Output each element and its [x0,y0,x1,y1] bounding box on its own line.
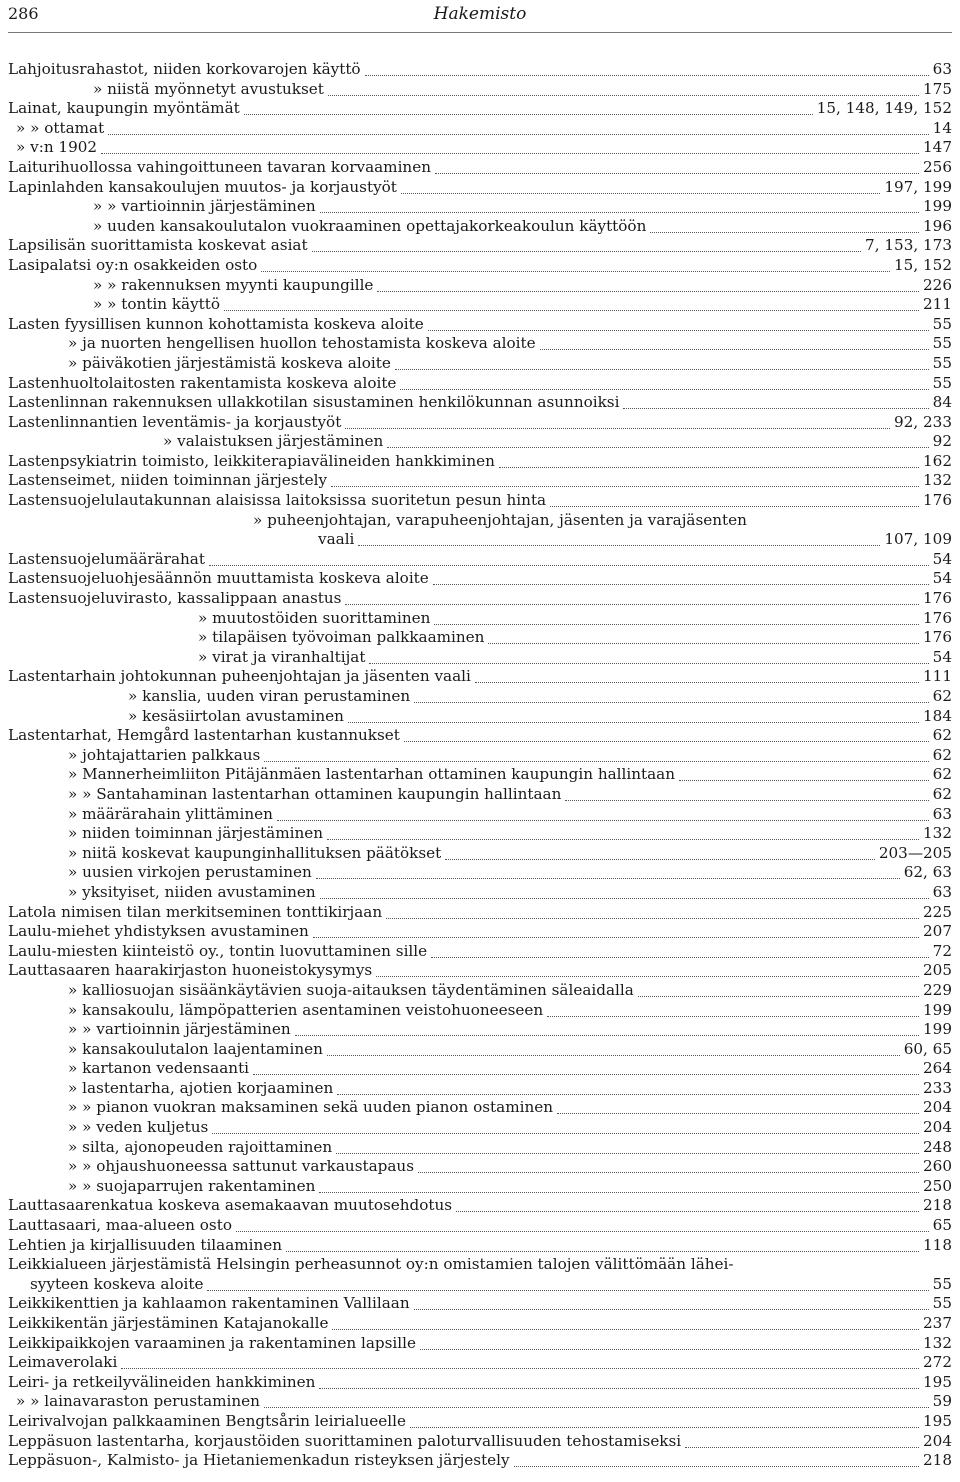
dot-leader [565,785,928,801]
dot-leader [348,707,919,723]
dot-leader [313,922,919,938]
index-entry [0,1275,960,1295]
entry-text: » kesäsiirtolan avustaminen [128,706,344,725]
entry-pages: 204 [923,1431,952,1450]
dot-leader [212,1118,919,1134]
entry-pages: 65 [932,1216,952,1235]
index-entry [0,471,960,491]
dot-leader [345,589,919,605]
entry-text: Lasipalatsi oy:n osakkeiden osto [8,255,258,274]
entry-text: » » ohjaushuoneessa sattunut varkaustapaus [68,1157,415,1176]
dot-leader [261,256,890,272]
entry-pages: 260 [923,1157,952,1176]
entry-text: Latola nimisen tilan merkitseminen tonttikirjaan [8,902,383,921]
dot-leader [358,530,880,546]
dot-leader [431,942,929,958]
entry-text: » niitä koskevat kaupunginhallituksen päätökset [68,843,442,862]
entry-text: » kansakoulu, lämpöpatterien asentaminen veistohuoneeseen [68,1000,544,1019]
index-entry [0,628,960,648]
entry-text: Lastenseimet, niiden toiminnan järjestely [8,471,328,490]
index-entry [0,589,960,609]
index-entry [0,432,960,452]
entry-pages: 176 [923,589,952,608]
index-entry [0,452,960,472]
index-entry [0,1177,960,1197]
entry-pages: 204 [923,1098,952,1117]
entry-pages: 162 [923,451,952,470]
dot-leader [286,1236,919,1252]
entry-pages: 55 [932,1274,952,1293]
entry-text: » kanslia, uuden viran perustaminen [128,687,411,705]
index-entry [0,883,960,903]
entry-text: Leikkialueen järjestämistä Helsingin perheasunnot oy:n omistamien talojen välittömään lähei- [8,1255,734,1274]
dot-leader [365,60,929,76]
entry-pages: 147 [923,138,952,157]
index-entry [0,1118,960,1138]
index-entry [0,1294,960,1314]
entry-pages: 205 [923,961,952,980]
index-entry [0,1138,960,1158]
entry-text: Lastentarhat, Hemgård lastentarhan kustannukset [8,726,400,745]
entry-pages: 199 [923,197,952,216]
index-entry [0,217,960,237]
index-entry [0,903,960,923]
entry-pages: 237 [923,1314,952,1332]
dot-leader [475,667,919,683]
dot-leader [386,903,919,919]
entry-text: » tilapäisen työvoiman palkkaaminen [198,628,485,647]
index-entry [0,687,960,707]
running-title: Hakemisto [433,4,527,24]
index-entry [0,393,960,413]
index-entry [0,99,960,119]
dot-leader [331,471,919,487]
index-entry [0,511,960,531]
dot-leader [236,1216,929,1232]
entry-text: vaali [318,530,355,549]
dot-leader [337,1079,919,1095]
entry-pages: 229 [923,980,952,999]
entry-pages: 256 [923,157,952,176]
index-entry [0,1196,960,1216]
entry-pages: 15, 148, 149, 152 [816,99,952,118]
entry-pages: 60, 65 [903,1039,952,1058]
dot-leader [540,334,929,350]
dot-leader [414,687,929,703]
entry-text: syyteen koskeva aloite [30,1274,204,1293]
dot-leader [264,746,928,762]
dot-leader [376,961,919,977]
entry-pages: 54 [932,549,952,568]
dot-leader [345,413,890,429]
entry-text: Lastensuojeluvirasto, kassalippaan anastus [8,589,342,608]
dot-leader [320,197,919,213]
dot-leader [401,178,880,194]
entry-pages: 264 [923,1059,952,1078]
entry-text: » johtajattarien palkkaus [68,745,261,764]
entry-pages: 63 [932,804,952,823]
dot-leader [320,883,929,899]
entry-text: Leppäsuon lastentarha, korjaustöiden suorittaminen paloturvallisuuden tehostamiseksi [8,1431,682,1450]
entry-pages: 272 [923,1353,952,1372]
index-entry [0,1334,960,1354]
entry-pages: 132 [923,1333,952,1352]
entry-text: Lastenlinnan rakennuksen ullakkotilan sisustaminen henkilökunnan asunnoiksi [8,393,620,412]
entry-pages: 199 [923,1000,952,1019]
index-entry [0,530,960,550]
entry-pages: 55 [932,334,952,353]
entry-pages: 55 [932,353,952,372]
entry-text: Laulu-miesten kiinteistö oy., tontin luovuttaminen sille [8,941,428,960]
index-entry [0,138,960,158]
entry-pages: 54 [932,569,952,588]
entry-text: Leirivalvojan palkkaaminen Bengtsårin leirialueelle [8,1411,406,1430]
dot-leader [121,1353,919,1369]
entry-pages: 225 [923,902,952,921]
entry-text: Leimaverolaki [8,1353,118,1372]
entry-pages: 226 [923,275,952,294]
index-entry [0,550,960,570]
entry-text: Lastenpsykiatrin toimisto, leikkiterapiavälineiden hankkiminen [8,451,495,470]
entry-pages: 218 [923,1196,952,1215]
index-entry [0,1157,960,1177]
dot-leader [650,217,919,233]
index-entry [0,844,960,864]
entry-pages: 218 [923,1451,952,1470]
entry-text: » » tontin käyttö [93,295,221,314]
entry-pages: 7, 153, 173 [865,236,952,255]
entry-pages: 14 [932,118,952,137]
index-entry [0,746,960,766]
index-entry [0,1392,960,1412]
dot-leader [327,1040,900,1056]
page-header [0,0,960,30]
dot-leader [679,765,929,781]
index-entry [0,1373,960,1393]
dot-leader [312,236,861,252]
index-entry [0,374,960,394]
entry-pages: 54 [932,647,952,666]
entry-text: » määrärahain ylittäminen [68,804,273,823]
index-entry [0,315,960,335]
dot-leader [488,628,919,644]
entry-pages: 55 [932,1294,952,1313]
dot-leader [387,432,928,448]
entry-text: » niiden toiminnan järjestäminen [68,824,324,843]
dot-leader [499,452,919,468]
index-entry [0,707,960,727]
index-entry [0,1353,960,1373]
dot-leader [400,374,928,390]
dot-leader [433,569,929,585]
entry-text: Lastensuojeluohjesäännön muuttamista koskeva aloite [8,569,429,588]
index-entry [0,295,960,315]
entry-pages: 72 [932,941,952,960]
entry-pages: 195 [923,1411,952,1430]
entry-pages: 207 [923,922,952,941]
dot-leader [638,981,919,997]
entry-pages: 197, 199 [884,177,952,196]
entry-text: Lastensuojelulautakunnan alaisissa laitoksissa suoritetun pesun hinta [8,491,547,510]
index-entry [0,119,960,139]
dot-leader [685,1432,919,1448]
entry-text: Leppäsuon-, Kalmisto- ja Hietaniemenkadun risteyksen järjestely [8,1451,510,1470]
index-entry [0,158,960,178]
entry-pages: 62, 63 [903,863,952,882]
entry-pages: 233 [923,1078,952,1097]
index-entry [0,1020,960,1040]
entry-pages: 62 [932,784,952,803]
entry-pages: 111 [923,667,952,686]
dot-leader [456,1196,919,1212]
dot-leader [224,295,919,311]
index-entry [0,1314,960,1334]
dot-leader [395,354,929,370]
entry-pages: 107, 109 [884,530,952,549]
entry-text: » uusien virkojen perustaminen [68,863,312,882]
entry-text: Lastenhuoltolaitosten rakentamista koskeva aloite [8,373,397,392]
index-entry [0,765,960,785]
entry-text: » » pianon vuokran maksaminen sekä uuden pianon ostaminen [68,1098,554,1117]
index-entry [0,1059,960,1079]
entry-pages: 203—205 [878,843,952,862]
entry-text: » lastentarha, ajotien korjaaminen [68,1078,334,1097]
index-entry [0,1255,960,1275]
entry-pages: 196 [923,216,952,235]
index-entry [0,726,960,746]
dot-leader [547,1001,919,1017]
entry-pages: 176 [923,608,952,627]
entry-text: Lapinlahden kansakoulujen muutos- ja korjaustyöt [8,177,397,196]
dot-leader [428,315,929,331]
index-entry [0,491,960,511]
index-entry [0,863,960,883]
entry-text: Lauttasaaren haarakirjaston huoneistokysymys [8,961,373,980]
index-entry [0,981,960,1001]
entry-text: » uuden kansakoulutalon vuokraaminen opettajakorkeakoulun käyttöön [93,216,647,235]
entry-text: Lainat, kaupungin myöntämät [8,99,240,118]
entry-text: » virat ja viranhaltijat [198,647,366,666]
entry-pages: 176 [923,628,952,647]
dot-leader [369,648,928,664]
dot-leader [253,1059,919,1075]
entry-text: Leikkikentän järjestäminen Katajanokalle [8,1314,329,1332]
index-entry [0,1079,960,1099]
entry-pages: 62 [932,745,952,764]
index-entry [0,60,960,80]
index-entry [0,1216,960,1236]
dot-leader [550,491,919,507]
index-entry [0,1451,960,1471]
entry-pages: 132 [923,471,952,490]
entry-pages: 92, 233 [894,412,952,431]
dot-leader [420,1334,919,1350]
entry-text: » v:n 1902 [16,138,98,157]
index-list [0,60,960,1471]
entry-text: » » Santahaminan lastentarhan ottaminen kaupungin hallintaan [68,784,562,803]
index-entry [0,569,960,589]
index-entry [0,80,960,100]
entry-text: » » lainavaraston perustaminen [16,1392,260,1411]
index-entry [0,648,960,668]
entry-pages: 204 [923,1118,952,1137]
dot-leader [332,1314,919,1330]
entry-pages: 248 [923,1137,952,1156]
entry-text: Lasten fyysillisen kunnon kohottamista koskeva aloite [8,314,424,333]
entry-text: » kartanon vedensaanti [68,1059,250,1078]
entry-pages: 184 [923,706,952,725]
entry-text: Lastentarhain johtokunnan puheenjohtajan ja jäsenten vaali [8,667,471,686]
entry-pages: 118 [923,1235,952,1254]
entry-pages: 199 [923,1020,952,1039]
index-entry [0,276,960,296]
dot-leader [277,805,929,821]
index-entry [0,824,960,844]
dot-leader [207,1275,928,1291]
dot-leader [336,1138,919,1154]
entry-pages: 175 [923,79,952,98]
entry-text: » » ottamat [16,118,105,137]
entry-text: » niistä myönnetyt avustukset [93,79,324,98]
entry-text: Lapsilisän suorittamista koskevat asiat [8,236,308,255]
dot-leader [319,1373,919,1389]
dot-leader [101,138,919,154]
entry-text: Lehtien ja kirjallisuuden tilaaminen [8,1235,283,1254]
entry-text: » » veden kuljetus [68,1118,209,1137]
entry-pages: 59 [932,1392,952,1411]
dot-leader [328,80,919,96]
entry-text: » silta, ajonopeuden rajoittaminen [68,1137,333,1156]
header-rule [8,32,952,33]
dot-leader [445,844,875,860]
dot-leader [414,1294,929,1310]
dot-leader [418,1157,919,1173]
entry-pages: 63 [932,882,952,901]
dot-leader [244,99,813,115]
index-entry [0,354,960,374]
entry-text: » ja nuorten hengellisen huollon tehostamista koskeva aloite [68,334,536,353]
entry-pages: 62 [932,765,952,784]
dot-leader [557,1098,919,1114]
index-entry [0,334,960,354]
entry-text: Lastenlinnantien leventämis- ja korjaustyöt [8,412,342,431]
entry-text: » valaistuksen järjestäminen [163,432,384,451]
entry-text: Lauttasaari, maa-alueen osto [8,1216,232,1235]
entry-text: » » vartioinnin järjestäminen [93,197,316,216]
index-entry [0,961,960,981]
index-entry [0,197,960,217]
entry-pages: 176 [923,491,952,510]
entry-text: » päiväkotien järjestämistä koskeva aloite [68,353,391,372]
dot-leader [108,119,928,135]
entry-text: Lauttasaarenkatua koskeva asemakaavan muutosehdotus [8,1196,453,1215]
entry-text: Leikkipaikkojen varaaminen ja rakentaminen lapsille [8,1333,416,1352]
entry-text: Lastensuojelumäärärahat [8,549,205,568]
dot-leader [435,158,919,174]
entry-pages: 132 [923,824,952,843]
dot-leader [434,609,919,625]
entry-text: » kalliosuojan sisäänkäytävien suoja-aitauksen täydentäminen säleaidalla [68,980,634,999]
entry-pages: 92 [932,432,952,451]
index-entry [0,1040,960,1060]
page-number: 286 [8,4,39,23]
dot-leader [327,824,919,840]
entry-text: » » vartioinnin järjestäminen [68,1020,291,1039]
entry-text: Leikkikenttien ja kahlaamon rakentaminen Vallilaan [8,1294,410,1313]
index-entry [0,609,960,629]
index-entry [0,1001,960,1021]
index-entry [0,1098,960,1118]
entry-text: Laiturihuollossa vahingoittuneen tavaran korvaaminen [8,157,431,176]
entry-text: » puheenjohtajan, varapuheenjohtajan, jäsenten ja varajäsenten [253,510,747,529]
dot-leader [514,1451,919,1467]
entry-pages: 211 [923,295,952,314]
index-entry [0,805,960,825]
dot-leader [316,863,900,879]
dot-leader [295,1020,919,1036]
entry-text: » » rakennuksen myynti kaupungille [93,275,374,294]
entry-pages: 195 [923,1372,952,1391]
entry-pages: 250 [923,1176,952,1195]
index-entry [0,236,960,256]
entry-text: Laulu-miehet yhdistyksen avustaminen [8,922,309,941]
index-entry [0,1236,960,1256]
entry-text: » kansakoulutalon laajentaminen [68,1039,323,1058]
entry-pages: 15, 152 [894,255,952,274]
index-entry [0,178,960,198]
index-entry [0,942,960,962]
index-entry [0,413,960,433]
entry-text: » » suojaparrujen rakentaminen [68,1176,316,1195]
index-entry [0,922,960,942]
dot-leader [623,393,928,409]
dot-leader [404,726,929,742]
entry-pages: 55 [932,373,952,392]
entry-pages: 62 [932,687,952,705]
index-entry [0,785,960,805]
dot-leader [209,550,929,566]
entry-pages: 84 [932,393,952,412]
dot-leader [319,1177,919,1193]
dot-leader [264,1392,929,1408]
entry-pages: 62 [932,726,952,745]
index-entry [0,667,960,687]
entry-text: Lahjoitusrahastot, niiden korkovarojen käyttö [8,60,361,78]
entry-text: » yksityiset, niiden avustaminen [68,882,316,901]
dot-leader [377,276,919,292]
entry-text: » muutostöiden suorittaminen [198,608,431,627]
entry-text: » Mannerheimliiton Pitäjänmäen lastentarhan ottaminen kaupungin hallintaan [68,765,676,784]
index-entry [0,1412,960,1432]
index-entry [0,1432,960,1452]
entry-text: Leiri- ja retkeilyvälineiden hankkiminen [8,1372,316,1391]
entry-pages: 55 [932,314,952,333]
index-entry [0,256,960,276]
dot-leader [410,1412,919,1428]
entry-pages: 63 [932,60,952,78]
